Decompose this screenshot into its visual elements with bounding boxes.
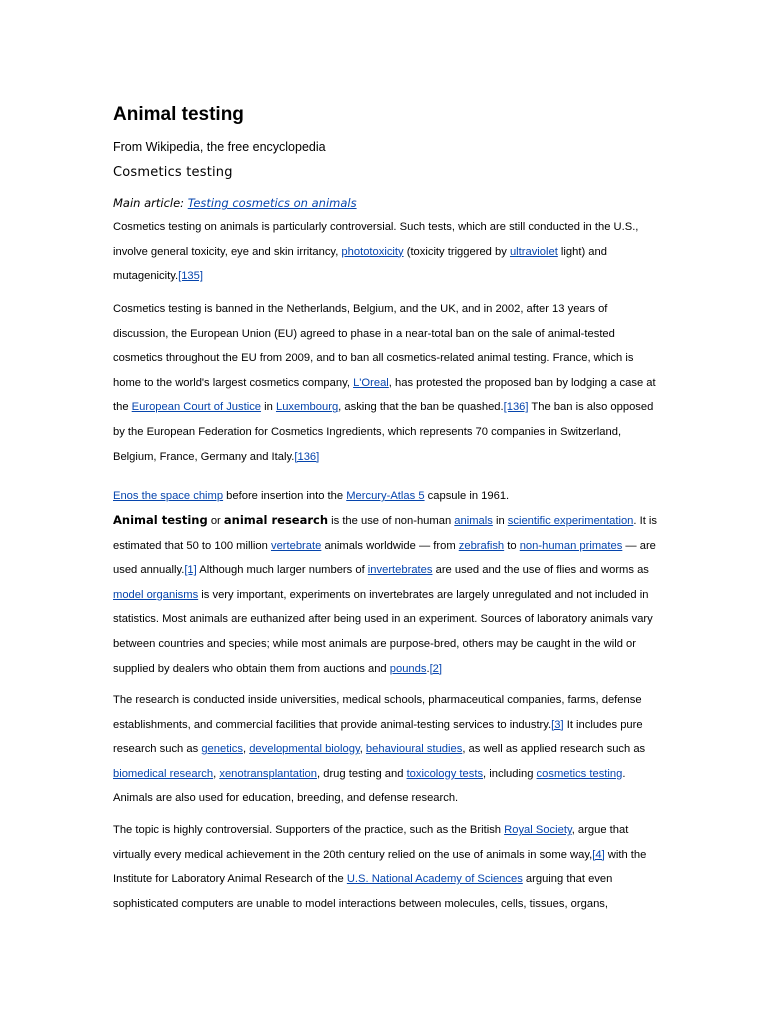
paragraph-cosmetics-2: Cosmetics testing is banned in the Netherlands, Belgium, and the UK, and in 2002, after 13 years of discussion, the European Union (EU) agreed to phase in a near-total ban on the sale of animal-tested cosmetics throughout the EU from 2009, and to ban all cosmetics-related animal testing. France, which is home to the world's largest cosmetics company, L'Oreal, has protested the proposed ban by lodging a case at the European Court of Justice in Luxembourg, asking that the ban be quashed.[136] The ban is also opposed by the European Federation for Cosmetics Ingredients, which represents 70 companies in Switzerland, Belgium, France, Germany and Italy.[136] (113, 303, 656, 463)
link-scientific-experimentation[interactable]: scientific experimentation (507, 515, 634, 527)
link-cosmetics-testing[interactable]: cosmetics testing (536, 767, 623, 780)
link-toxicology-tests[interactable]: toxicology tests (406, 767, 484, 780)
section-heading: Cosmetics testing (113, 165, 233, 180)
citation-136-second[interactable]: [136] (294, 450, 320, 463)
link-enos-the-space-chimp[interactable]: Enos the space chimp (113, 490, 224, 502)
link-biomedical-research[interactable]: biomedical research (113, 767, 214, 780)
link-non-human-primates[interactable]: non-human primates (519, 539, 623, 552)
paragraph-cosmetics-1: Cosmetics testing on animals is particularly controversial. Such tests, which are still conducted in the U.S., involve general toxicity, eye and skin irritancy, phototoxicity (toxicity triggered by ultraviolet light) and mutagenicity.[135] (113, 221, 639, 283)
link-phototoxicity[interactable]: phototoxicity (341, 245, 404, 258)
link-developmental-biology[interactable]: developmental biology (249, 743, 360, 756)
page-title: Animal testing (113, 104, 244, 125)
paragraph-research: The research is conducted inside universities, medical schools, pharmaceutical companies, farms, defense establishments, and commercial facilities that provide animal-testing services to industry.[3] It includes pure research such as genetics, developmental biology, behavioural studies, as well as applied research such as biomedical research, xenotransplantation, drug testing and toxicology tests, including cosmetics testing. Animals are also used for education, breeding, and defense research. (113, 694, 646, 805)
link-us-national-academy-of-sciences[interactable]: U.S. National Academy of Sciences (346, 873, 523, 886)
link-european-court-of-justice[interactable]: European Court of Justice (131, 401, 262, 414)
citation-136[interactable]: [136] (503, 401, 529, 414)
main-article-prefix: Main article: (113, 196, 188, 210)
link-ultraviolet[interactable]: ultraviolet (509, 245, 558, 258)
page-subtitle: From Wikipedia, the free encyclopedia (113, 140, 326, 154)
citation-3[interactable]: [3] (551, 718, 564, 731)
link-zebrafish[interactable]: zebrafish (458, 539, 505, 552)
paragraph-intro: Animal testing or animal research is the use of non-human animals in scientific experimentation. It is estimated that 50 to 100 million vertebrate animals worldwide — from zebrafish to non-human primates — are used annually.[1] Although much larger numbers of invertebrates are used and the use of flies and worms as model organisms is very important, experiments on invertebrates are largely unregulated and not included in statistics. Most animals are euthanized after being used in an experiment. Sources of laboratory animals vary between countries and species; while most animals are purpose-bred, others may be caught in the wild or supplied by dealers who obtain them from auctions and pounds.[2] (113, 513, 658, 675)
link-model-organisms[interactable]: model organisms (113, 588, 199, 601)
link-xenotransplantation[interactable]: xenotransplantation (219, 767, 317, 780)
main-article-link[interactable]: Testing cosmetics on animals (187, 196, 357, 210)
link-pounds[interactable]: pounds (389, 662, 427, 675)
citation-1[interactable]: [1] (184, 564, 197, 577)
link-behavioural-studies[interactable]: behavioural studies (365, 743, 463, 756)
main-article-note (113, 196, 357, 210)
link-genetics[interactable]: genetics (201, 743, 243, 756)
link-mercury-atlas-5[interactable]: Mercury-Atlas 5 (346, 490, 425, 502)
link-loreal[interactable]: L'Oreal (353, 376, 389, 389)
link-animals[interactable]: animals (454, 515, 493, 527)
link-invertebrates[interactable]: invertebrates (367, 564, 433, 577)
citation-2[interactable]: [2] (429, 662, 443, 675)
citation-135[interactable]: [135] (178, 270, 203, 283)
link-vertebrate[interactable]: vertebrate (270, 539, 322, 552)
image-caption: Enos the space chimp before insertion into the Mercury-Atlas 5 capsule in 1961. (113, 490, 510, 502)
link-luxembourg[interactable]: Luxembourg (275, 401, 339, 414)
term-animal-testing: Animal testing (113, 513, 208, 527)
citation-4[interactable]: [4] (592, 848, 605, 861)
paragraph-controversy: The topic is highly controversial. Supporters of the practice, such as the British Royal Society, argue that virtually every medical achievement in the 20th century relied on the use of animals in some way,[4] with the Institute for Laboratory Animal Research of the U.S. National Academy of Sciences arguing that even sophisticated computers are unable to model interactions between molecules, cells, tissues, organs, (113, 824, 647, 910)
term-animal-research: animal research (223, 513, 329, 527)
link-royal-society[interactable]: Royal Society (504, 824, 572, 836)
